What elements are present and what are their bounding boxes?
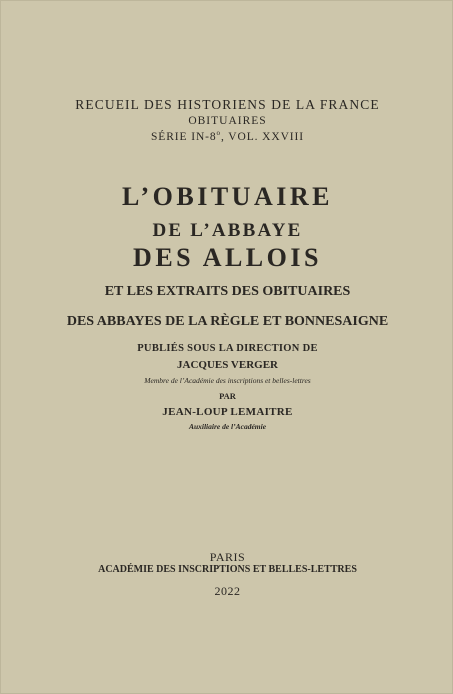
editor-role: Auxiliaire de l’Académie bbox=[188, 422, 267, 431]
series-volume-ordinal: o bbox=[216, 129, 221, 137]
direction-label: PUBLIÉS SOUS LA DIRECTION DE bbox=[137, 343, 318, 354]
book-title-line-3: DES ALLOIS bbox=[133, 243, 322, 272]
publication-year: 2022 bbox=[214, 584, 241, 598]
series-subtitle: OBITUAIRES bbox=[188, 115, 267, 127]
director-role: Membre de l’Académie des inscriptions et belles-lettres bbox=[144, 376, 311, 385]
series-volume-prefix: SÉRIE IN-8 bbox=[151, 130, 217, 143]
editor-name: JEAN-LOUP LEMAITRE bbox=[162, 406, 293, 418]
book-title-line-2: DE L’ABBAYE bbox=[152, 220, 303, 241]
series-volume-suffix: , VOL. XXVIII bbox=[220, 130, 304, 143]
publisher-city: PARIS bbox=[209, 550, 246, 564]
book-subtitle-line-2: DES ABBAYES DE LA RÈGLE ET BONNESAIGNE bbox=[66, 314, 389, 329]
director-name: JACQUES VERGER bbox=[177, 359, 278, 371]
series-volume bbox=[1, 129, 453, 143]
publisher-name: ACADÉMIE DES INSCRIPTIONS ET BELLES-LETTRES bbox=[98, 564, 357, 575]
series-title: RECUEIL DES HISTORIENS DE LA FRANCE bbox=[75, 97, 380, 112]
by-label: PAR bbox=[219, 391, 236, 401]
book-subtitle-line-1: ET LES EXTRAITS DES OBITUAIRES bbox=[104, 284, 351, 299]
book-title-line-1: L’OBITUAIRE bbox=[122, 182, 333, 211]
